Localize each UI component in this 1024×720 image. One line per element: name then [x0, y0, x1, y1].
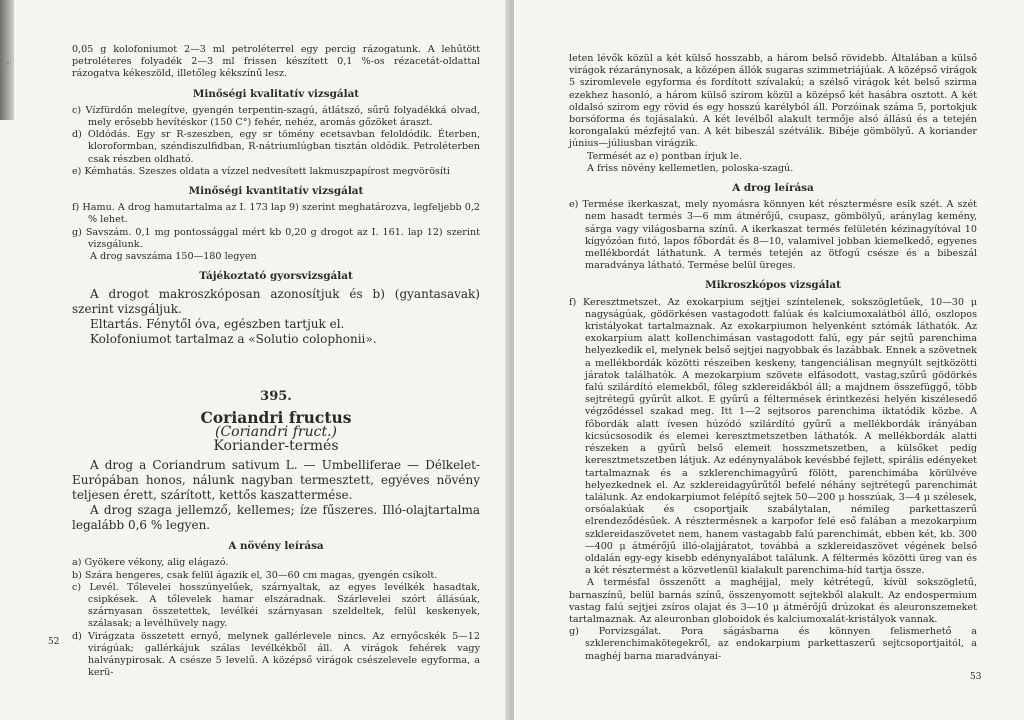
plant-item-d: d) Virágzata összetett ernyő, melynek gallérlevele nincs. Az ernyőcskék 5—12 virágúak; gallérkájuk szálas levélkékből áll. A virágok fehérek vagy halványpirosak. A csésze 5 levelű. A középső virágok csészelevele egyforma, a kerü-	[72, 630, 480, 679]
heading-drug-description: A drog leírása	[732, 182, 814, 195]
right-column	[569, 53, 977, 663]
heading-qualitative: Minőségi kvalitatív vizsgálat	[192, 87, 360, 100]
contains-text: Kolofoniumot tartalmaz a «Solutio colophonii».	[90, 332, 377, 347]
page-number-left: 52	[48, 637, 60, 647]
drug-odor: A drog szaga jellemző, kellemes; íze fűszeres. Illó-olajtartalma legalább 0,6 % legyen.	[72, 503, 480, 533]
item-f: f) Hamu. A drog hamutartalma az I. 173 lap 9) szerint meghatározva, legfeljebb 0,2 % lehet.	[72, 202, 480, 226]
plant-item-b: b) Szára hengeres, csak felül ágazik el, 30—60 cm magas, gyengén csíkolt.	[72, 569, 438, 581]
item-c: c) Vízfürdőn melegítve, gyengén terpentin-szagú, átlátszó, sűrű folyadékká olvad, mely erősebb hevítéskor (150 C°) fehér, nehéz, aromás gőzöket áraszt.	[72, 104, 480, 129]
heading-quantitative: Minőségi kvantitatív vizsgálat	[188, 185, 364, 198]
intro-paragraph: 0,05 g kolofoniumot 2—3 ml petroléterrel egy percig rázogatunk. A lehűtött petroléteres folyadék 2—3 ml frissen készített 0,1 %-os rézacetát-oldattal rázogatva kékeszöld, illetőleg kékszínű lesz.	[72, 44, 480, 80]
storage-text: Eltartás. Fénytől óva, egészben tartjuk el.	[90, 317, 345, 332]
heading-quick-test: Tájékoztató gyorsvizsgálat	[199, 270, 353, 283]
item-d: d) Oldódás. Egy sr R-szeszben, egy sr tömény ecetsavban feloldódik. Éterben, kloroformban, széndiszulfidban, R-nátriumlúgban tisztán oldódik. Petroléterben csak részben oldható.	[72, 129, 480, 165]
fresh-plant-odor: A friss növény kellemetlen, poloska-szagú.	[587, 162, 794, 174]
plant-item-a: a) Gyökere vékony, alig elágazó.	[72, 557, 229, 569]
left-column	[72, 44, 480, 680]
right-page	[514, 0, 1024, 720]
drug-item-e: e) Termése ikerkaszat, mely nyomásra könnyen két résztermésre esik szét. A szét nem hasadt termés 3—6 mm átmérőjű, csupasz, gömbölyű, aránylag kemény, sárga vagy világosbarna színű. A ikerkaszat termés felületén kézinagyítóval 10 kígyózóan futó, lapos főbordát és 8—10, valamivel jobban kiemelkedő, egyenes mellékbordát láthatunk. A termés tetején az ötfogú csésze és a bibeszál maradványa látható. Termése belül üreges.	[569, 199, 977, 272]
monograph-hungarian-name: Koriander-termés	[213, 438, 339, 455]
item-e: e) Kémhatás. Szeszes oldata a vízzel nedvesített lakmuszpapírost megvörösíti	[72, 165, 450, 177]
acid-number: A drog savszáma 150—180 legyen	[90, 251, 257, 263]
heading-plant-description: A növény leírása	[228, 540, 324, 553]
left-page	[0, 0, 510, 720]
fruit-reference: Termését az e) pontban írjuk le.	[587, 150, 742, 162]
monograph-title: Coriandri fructus	[200, 407, 352, 427]
plant-item-c: c) Levél. Tőlevelei hosszúnyelűek, szárnyaltak, az egyes levélkék hasadtak, csipkések. A tőlevelek hamar elszáradnak. Szárlevelei szórt állásúak, szárnyasan összetettek, levélkéi szárnyasan szeldeltek, felül keskenyek, szálasak; a levélhüvely nagy.	[72, 581, 480, 630]
heading-microscopy: Mikroszkópos vizsgálat	[705, 279, 841, 292]
page-number-right: 53	[970, 672, 982, 682]
micro-seedcoat: A termésfal összenőtt a maghéjjal, mely kétrétegű, kívül sokszögletű, barnaszínű, belül barnás színű, összenyomott sejtekből alakult. Az endospermium vastag falú sejtjei zsíros olajat és 3—10 μ átmérőjű drúzokat és aleuronszemeket tartalmaznak. Az aleuronban globoidok és kalciumoxalát-kristályok vannak.	[569, 577, 977, 625]
margin-mark: ᵃ	[6, 60, 10, 69]
monograph-abbrev: (Coriandri fruct.)	[215, 423, 337, 440]
micro-item-g: g) Porvizsgálat. Pora ságásbarna és könnyen felismerhető a szklerenchimakötegekről, az endokarpium parkettaszerű sejtcsoportjaitól, a maghéj barna maradványai-	[569, 626, 977, 662]
drug-description: A drog a Coriandrum sativum L. — Umbelliferae — Délkelet-Európában honos, nálunk nagyban termesztett, egyéves növény teljesen érett, szárított, kettős kaszattermése.	[72, 458, 480, 503]
micro-item-f: f) Keresztmetszet. Az exokarpium sejtjei színtelenek, sokszögletűek, 10—30 μ nagyságúak, gödörkésen vastagodott falúak és kalciumoxalátból álló, oszlopos kristályokat tartalmaznak. Az exokarpiumon helyenként sztómák láthatók. Az exokarpium alatt kollenchimásan vastagodott falú, egy pár sejtű parenchima helyezkedik el, melynek belső sejtjei nagyobbak és lazábbak. Ennek a szövetnek a mellékbordák közötti részeiben keskeny, tangenciálisan megnyúlt sejtközötti járatok találhatók. A mezokarpium szövete elfásodott, vastag,szűrű gödörkés falú szilárdító elemekből, főleg szklereidákból áll; a majdnem összefüggő, több sejtrétegű gyűrűt alkot. E gyűrű a féltermések érintkezési helyén kiszélesedő végződéssel szakad meg. Itt 1—2 sejtsoros parenchima iktatódik közbe. A főbordák alatt ívesen húzódó szilárdító gyűrű a mellékbordák irányában kicsúcsosodik és elemei keresztmetszetben láthatók. A mellékbordák alatti részeken a gyűrű belső elemeit hosszmetszetben, a külsőket pedig keresztmetszetben látjuk. Az edénynyalábok kevésbbé fejlett, spirális edényeket tartalmaznak és a szklerenchimagyűrű fölött, parenchimába körülvéve helyezkednek el. Az szklereidagyűrűtől befelé néhány sejtrétegű parenchimát találunk. Az endokarpiumot felépítő sejtek 50—200 μ hosszúak, 3—4 μ szélesek, orsóalakúak és csoportjaik szabálytalan, némileg parkettaszerű elrendeződésűek. A résztermésnek a karpofor felé eső falában a mezokarpium szklereidaszövetet nem, hanem vastagabb falú parenchimát, ebben két, kb. 300—400 μ átmérőjű illó-olajjáratot, továbbá a szklereidaszövet végének belső oldalán egy-egy kisebb edénynyalábot találunk. A féltermés közötti üreg van és a két résztermést a közvetlenül kialakult parenchima-híd tartja össze.	[569, 296, 977, 577]
monograph-number: 395.	[260, 389, 292, 405]
item-g: g) Savszám. 0,1 mg pontossággal mért kb 0,20 g drogot az I. 161. lap 12) szerint vizsgálunk.	[72, 226, 480, 250]
quick-test-text: A drogot makroszkóposan azonosítjuk és b) (gyantasavak) szerint vizsgáljuk.	[72, 287, 480, 317]
flower-continuation: leten lévők közül a két külső hosszabb, a három belső rövidebb. Általában a külső virágok rézaránynosak, a középen állók sugaras szimmetriájúak. A középső virágok 5 sziromlevele egyforma és fordított szívalakú; a szélső virágok két belső szirma ezekhez hasonló, a három külső szirom közül a középső két hasábra osztott. A két oldalsó szirom egy rövid és egy hosszú karélyból áll. Porzóinak száma 5, portokjuk borsóforma és tojásalakú. A két levélből alakult termője alsó állású és a tetején korongalakú mézfejtő van. A két bibeszál szétválik. Bibéje gömbölyű. A koriander június—júliusban virágzik.	[569, 53, 977, 150]
